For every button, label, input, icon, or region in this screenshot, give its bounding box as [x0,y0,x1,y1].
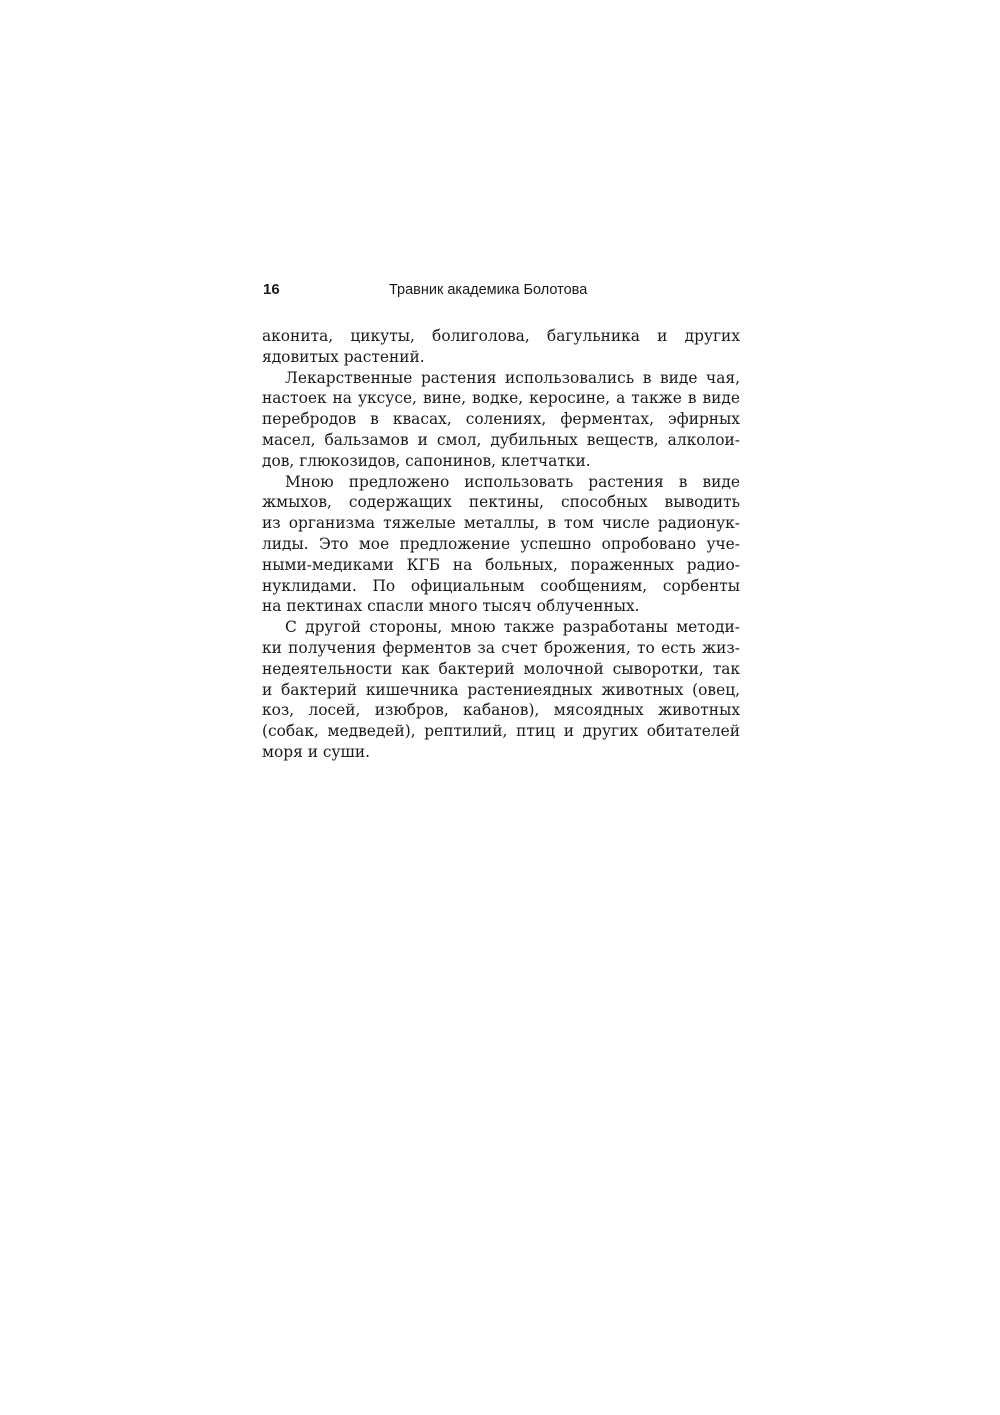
text-line: на пектинах спасли много тысяч облученных. [262,597,640,616]
text-line: настоек на уксусе, вине, водке, керосине, а также в виде [262,389,740,408]
text-line: моря и суши. [262,742,370,761]
paragraph [262,368,740,472]
text-line: перебродов в квасах, солениях, ферментах, эфирных [262,410,740,429]
text-line: ядовитых растений. [262,347,425,366]
text-line: лиды. Это мое предложение успешно опробовано уче- [262,534,740,553]
text-line: (собак, медведей), рептилий, птиц и других обитателей [262,722,740,741]
body-text [262,326,740,763]
text-line: нуклидами. По официальным сообщениям, сорбенты [262,576,740,595]
text-line: ными-медиками КГБ на больных, пораженных радио- [262,555,740,574]
running-title: Травник академика Болотова [389,282,588,298]
paragraph [262,326,740,368]
paragraph [262,617,740,763]
text-line: ки получения ферментов за счет брожения, то есть жиз- [262,638,740,657]
text-line: масел, бальзамов и смол, дубильных веществ, алколои- [262,430,740,449]
text-line: и бактерий кишечника растениеядных животных (овец, [262,680,740,699]
page-header [263,280,741,302]
page-number: 16 [263,281,280,298]
text-line: жмыхов, содержащих пектины, способных выводить [262,493,740,512]
text-line: коз, лосей, изюбров, кабанов), мясоядных животных [262,701,740,720]
paragraph [262,472,740,618]
text-line: дов, глюкозидов, сапонинов, клетчатки. [262,451,591,470]
text-line: С другой стороны, мною также разработаны методи- [285,618,740,637]
text-line: Лекарственные растения использовались в виде чая, [285,368,740,387]
text-line: из организма тяжелые металлы, в том числе радионук- [262,514,740,533]
text-line: недеятельности как бактерий молочной сыворотки, так [262,659,740,678]
text-line: аконита, цикуты, болиголова, багульника и других [262,327,740,345]
text-line: Мною предложено использовать растения в виде [285,472,740,491]
